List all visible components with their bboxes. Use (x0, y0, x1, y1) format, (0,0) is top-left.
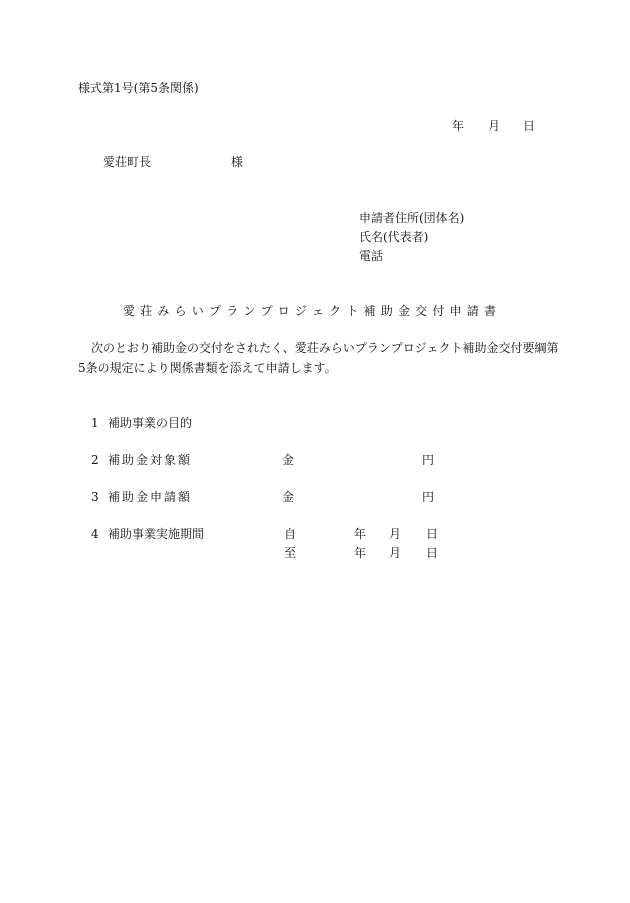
date-month: 月 (488, 119, 501, 133)
addressee-honorific: 様 (231, 155, 244, 169)
body-line-2: 5条の規定により関係書類を添えて申請します。 (78, 361, 337, 375)
period-from-prefix: 自 (284, 527, 297, 541)
item-label: 補助金申請額 (108, 490, 193, 504)
date-year: 年 (452, 119, 465, 133)
period-from-year: 年 (354, 527, 367, 541)
period-from-month: 月 (389, 527, 402, 541)
applicant-address-label: 申請者住所(団体名) (359, 211, 465, 225)
amount-unit: 円 (422, 490, 435, 504)
applicant-name-label: 氏名(代表者) (359, 230, 429, 244)
item-number: 3 (91, 490, 99, 504)
addressee-name: 愛荘町長 (103, 155, 152, 169)
period-to-day: 日 (426, 546, 439, 560)
form-number: 様式第1号(第5条関係) (78, 81, 199, 95)
period-to-month: 月 (389, 546, 402, 560)
item-number: 1 (91, 416, 99, 430)
amount-prefix: 金 (282, 453, 295, 467)
item-number: 2 (91, 453, 99, 467)
body-line-1: 次のとおり補助金の交付をされたく、愛荘みらいプランプロジェクト補助金交付要綱第 (91, 341, 559, 355)
period-to-prefix: 至 (284, 546, 297, 560)
document-title: 愛荘みらいプランプロジェクト補助金交付申請書 (123, 304, 502, 318)
item-number: 4 (91, 527, 99, 541)
amount-unit: 円 (422, 453, 435, 467)
applicant-phone-label: 電話 (359, 249, 384, 263)
period-from-day: 日 (426, 527, 439, 541)
amount-prefix: 金 (282, 490, 295, 504)
item-label: 補助事業実施期間 (108, 527, 205, 541)
item-label: 補助金対象額 (108, 453, 193, 467)
date-day: 日 (523, 119, 536, 133)
item-label: 補助事業の目的 (108, 416, 193, 430)
period-to-year: 年 (354, 546, 367, 560)
